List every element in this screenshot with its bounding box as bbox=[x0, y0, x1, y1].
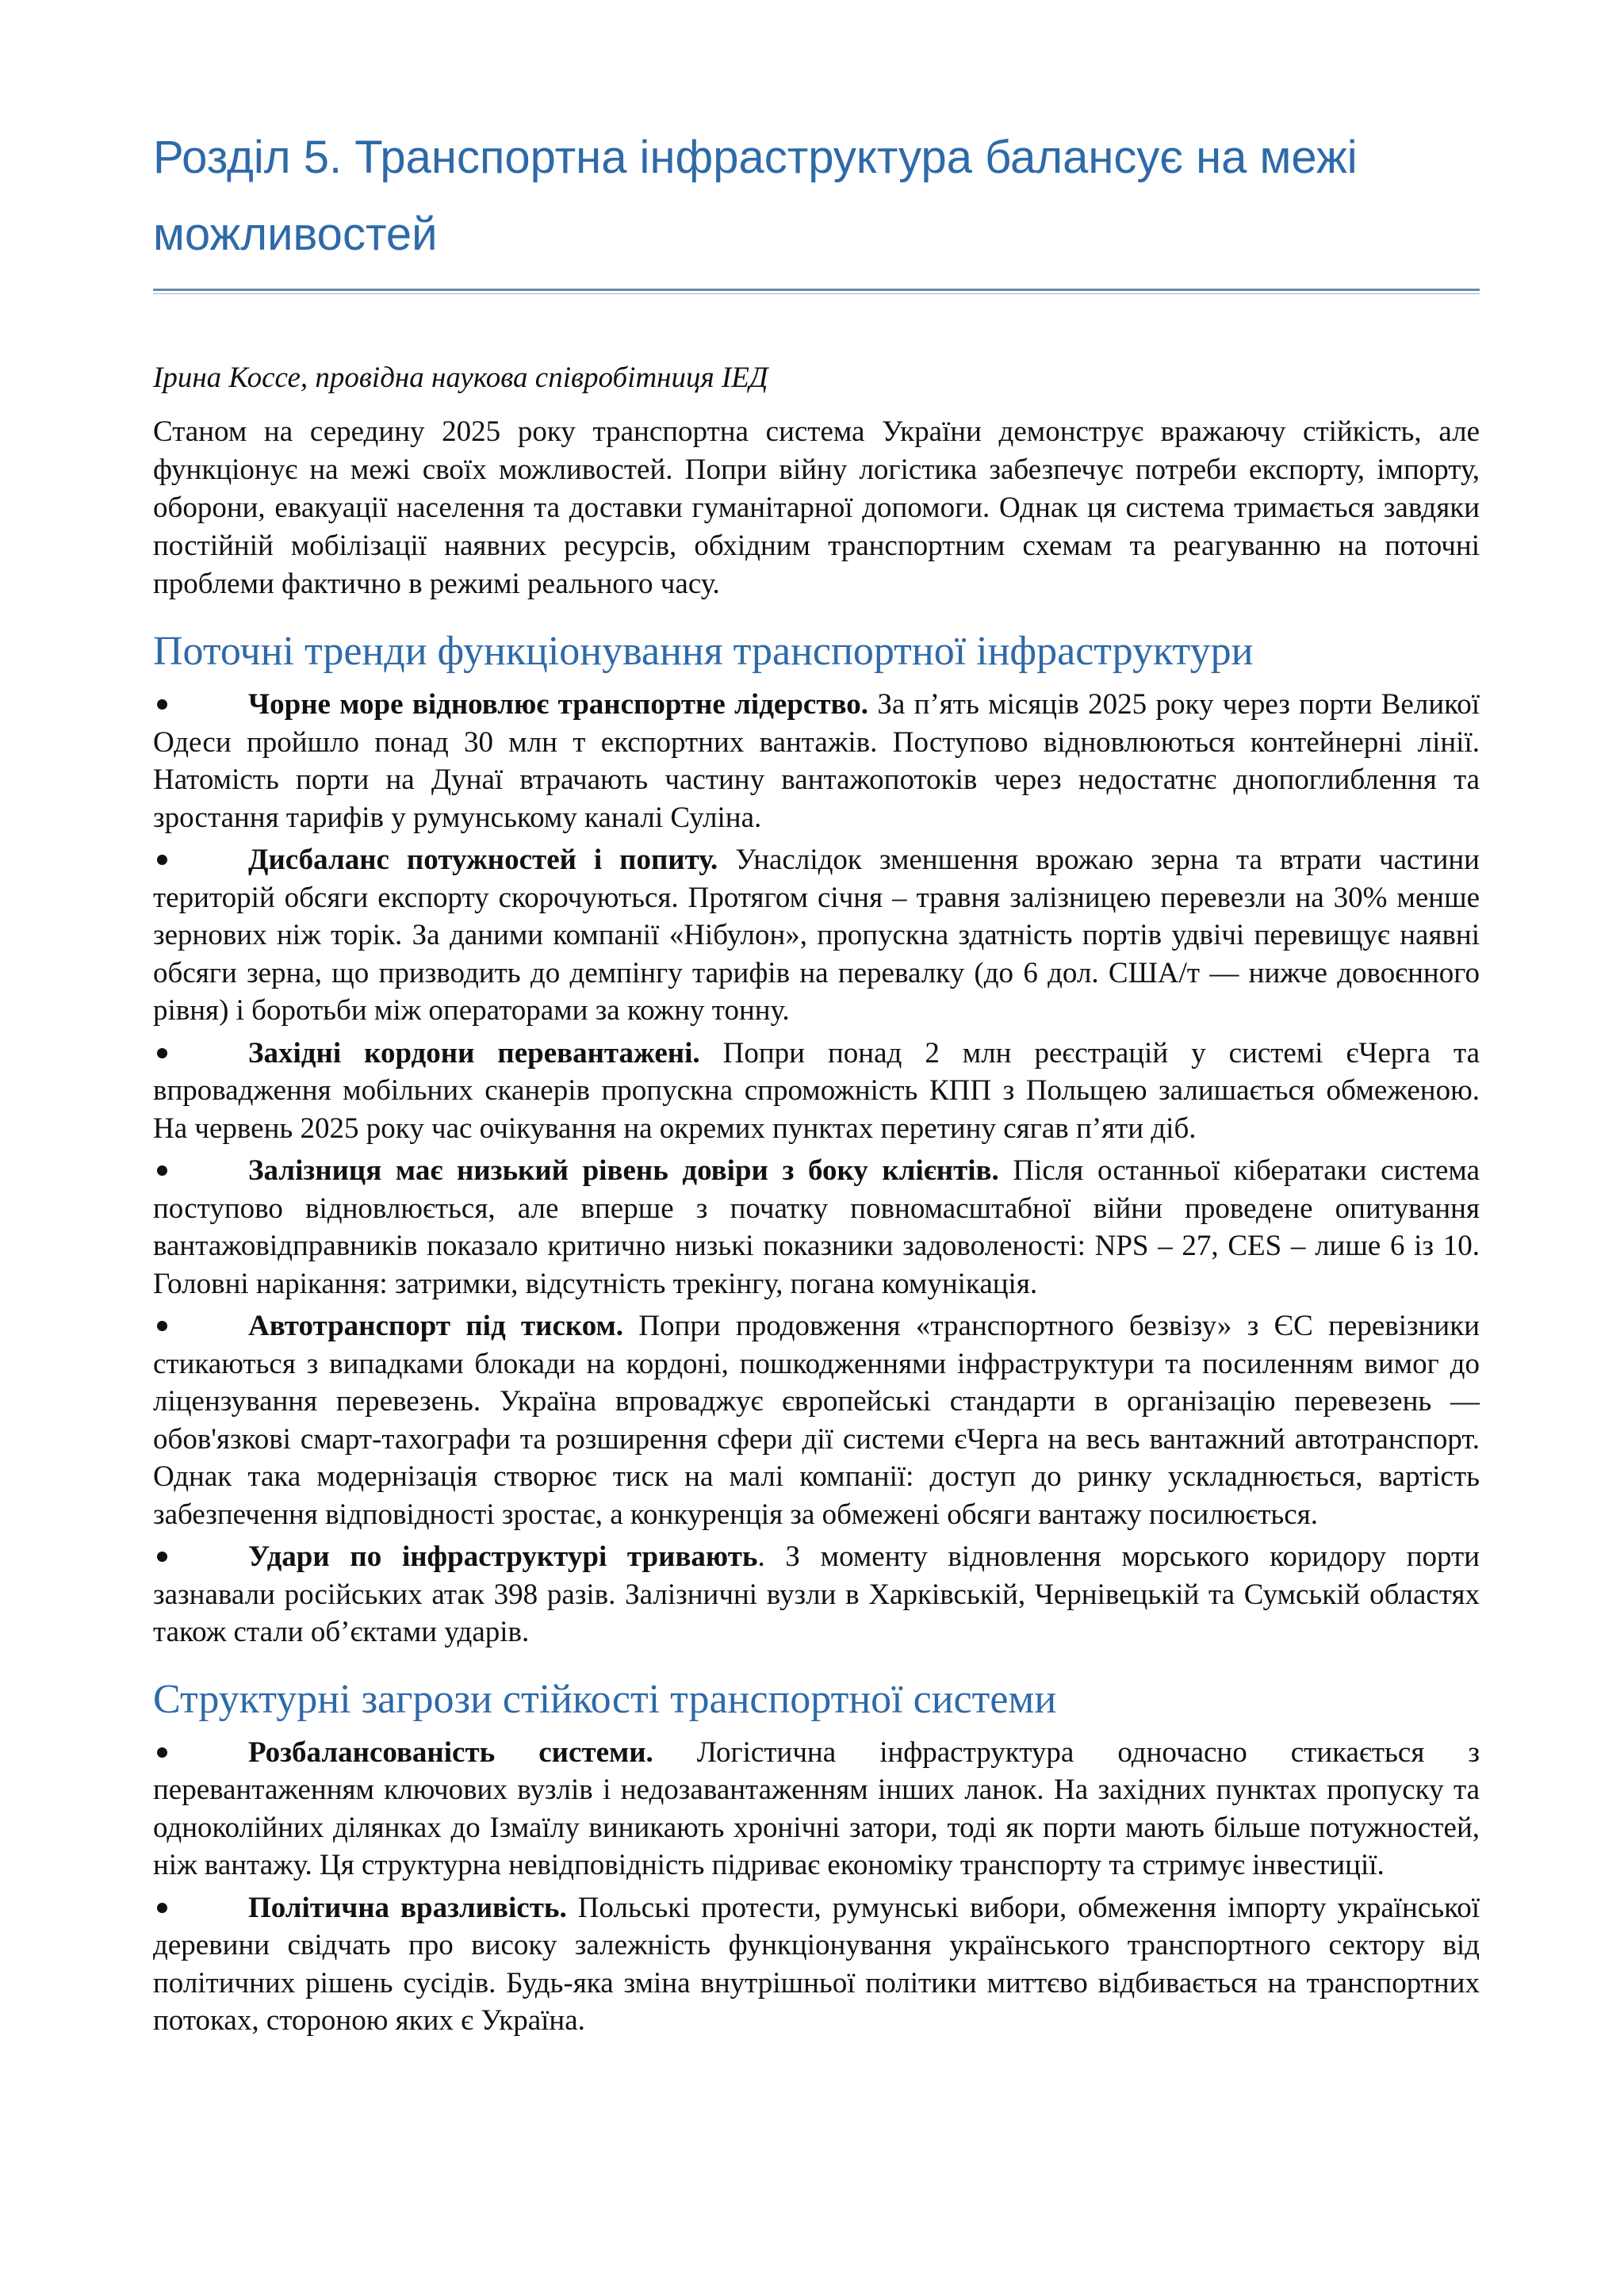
section-heading-structural-threats: Структурні загрози стійкості транспортної системи bbox=[153, 1676, 1057, 1722]
list-item-lead: Залізниця має низький рівень довіри з боку клієнтів. bbox=[248, 1154, 999, 1187]
bullet-icon bbox=[153, 1734, 248, 1772]
section-heading-current-trends: Поточні тренди функціонування транспортної інфраструктури bbox=[153, 629, 1254, 674]
list-item bbox=[153, 1889, 1480, 2040]
list-item-text: Попри понад 2 млн реєстрацій у системі єЧерга та впровадження мобільних сканерів пропускна спроможність КПП з Польщею залишається обмеженою. На червень 2025 року час очікування на окремих пунктах перетину сягав п’яти діб. bbox=[153, 1036, 1480, 1145]
list-item-text: Польські протести, румунські вибори, обмеження імпорту української деревини свідчать про високу залежність функціонування українського транспортного сектору від політичних рішень сусідів. Будь-яка зміна внутрішньої політики миттєво відбивається на транспортних потоках, стороною яких є Україна. bbox=[153, 1891, 1480, 2037]
intro-paragraph: Станом на середину 2025 року транспортна система України демонструє вражаючу стійкість, але функціонує на межі своїх можливостей. Попри війну логістика забезпечує потреби експорту, імпорту, оборони, евакуації населення та доставки гуманітарної допомоги. Однак ця система тримається завдяки постійній мобілізації наявних ресурсів, обхідним транспортним схемам та реагуванню на поточні проблеми фактично в режимі реального часу. bbox=[153, 415, 1480, 600]
bullet-icon bbox=[153, 1307, 248, 1345]
list-item-text: . З моменту відновлення морського коридору порти зазнавали російських атак 398 разів. Залізничні вузли в Харківській, Чернівецькій та Сумській областях також стали об’єктами ударів. bbox=[153, 1540, 1480, 1648]
bullet-icon bbox=[153, 1152, 248, 1190]
chapter-title: Розділ 5. Транспортна інфраструктура балансує на межі можливостей bbox=[153, 132, 1358, 260]
list-item bbox=[153, 686, 1480, 836]
list-item-lead: Політична вразливість. bbox=[248, 1891, 567, 1924]
list-item bbox=[153, 1152, 1480, 1303]
list-item-text: Унаслідок зменшення врожаю зерна та втрати частини територій обсяги експорту скорочуються. Протягом січня – травня залізницею перевезли на 30% менше зернових ніж торік. За даними компанії «Нібулон», пропускна здатність портів удвічі перевищує наявні обсяги зерна, що призводить до демпінгу тарифів на перевалку (до 6 дол. США/т — нижче довоєнного рівня) і боротьби між операторами за кожну тонну. bbox=[153, 844, 1480, 1027]
bullet-icon bbox=[153, 1889, 248, 1927]
list-item-text: Логістична інфраструктура одночасно стикається з перевантаженням ключових вузлів і недозавантаженням інших ланок. На західних пунктах пропуску та одноколійних ділянках до Ізмаїлу виникають хронічні затори, тоді як порти мають більше потужностей, ніж вантажу. Ця структурна невідповідність підриває економіку транспорту та стримує інвестиції. bbox=[153, 1735, 1480, 1881]
title-divider bbox=[153, 289, 1480, 294]
current-trends-list bbox=[153, 686, 1480, 1651]
bullet-icon bbox=[153, 1035, 248, 1073]
list-item-text: Попри продовження «транспортного безвізу» з ЄС перевізники стикаються з випадками блокади на кордоні, пошкодженнями інфраструктури та посиленням вимог до ліцензування перевезень. Україна впроваджує європейські стандарти в організацію перевезень — обов'язкові смарт-тахографи та розширення сфери дії системи єЧерга на весь вантажний автотранспорт. Однак така модернізація створює тиск на малі компанії: доступ до ринку ускладнюється, вартість забезпечення відповідності зростає, а конкуренція за обмежені обсяги вантажу посилюється. bbox=[153, 1310, 1480, 1531]
list-item bbox=[153, 1307, 1480, 1533]
list-item-lead: Чорне море відновлює транспортне лідерство. bbox=[248, 688, 869, 721]
list-item bbox=[153, 1538, 1480, 1651]
list-item bbox=[153, 1734, 1480, 1885]
list-item-lead: Дисбаланс потужностей і попиту. bbox=[248, 844, 718, 876]
bullet-icon bbox=[153, 841, 248, 879]
structural-threats-list bbox=[153, 1734, 1480, 2040]
list-item-text: За п’ять місяців 2025 року через порти Великої Одеси пройшло понад 30 млн т експортних вантажів. Поступово відновлюються контейнерні лінії. Натомість порти на Дунаї втрачають частину вантажопотоків через недостатнє днопоглиблення та зростання тарифів у румунському каналі Суліна. bbox=[153, 688, 1480, 834]
list-item-lead: Розбалансованість системи. bbox=[248, 1735, 653, 1769]
bullet-icon bbox=[153, 1538, 248, 1576]
list-item-lead: Західні кордони перевантажені. bbox=[248, 1036, 700, 1070]
document-page bbox=[153, 119, 1480, 2045]
list-item-lead: Автотранспорт під тиском. bbox=[248, 1310, 623, 1342]
list-item-lead: Удари по інфраструктурі тривають bbox=[248, 1540, 758, 1573]
list-item-text: Після останньої кібератаки система поступово відновлюється, але вперше з початку повномасштабної війни проведене опитування вантажовідправників показало критично низькі показники задоволеності: NPS – 27, CES – лише 6 із 10. Головні нарікання: затримки, відсутність трекінгу, погана комунікація. bbox=[153, 1154, 1480, 1300]
list-item bbox=[153, 1035, 1480, 1148]
bullet-icon bbox=[153, 686, 248, 724]
author-line: Ірина Коссе, провідна наукова співробітниця ІЕД bbox=[153, 362, 768, 394]
list-item bbox=[153, 841, 1480, 1030]
